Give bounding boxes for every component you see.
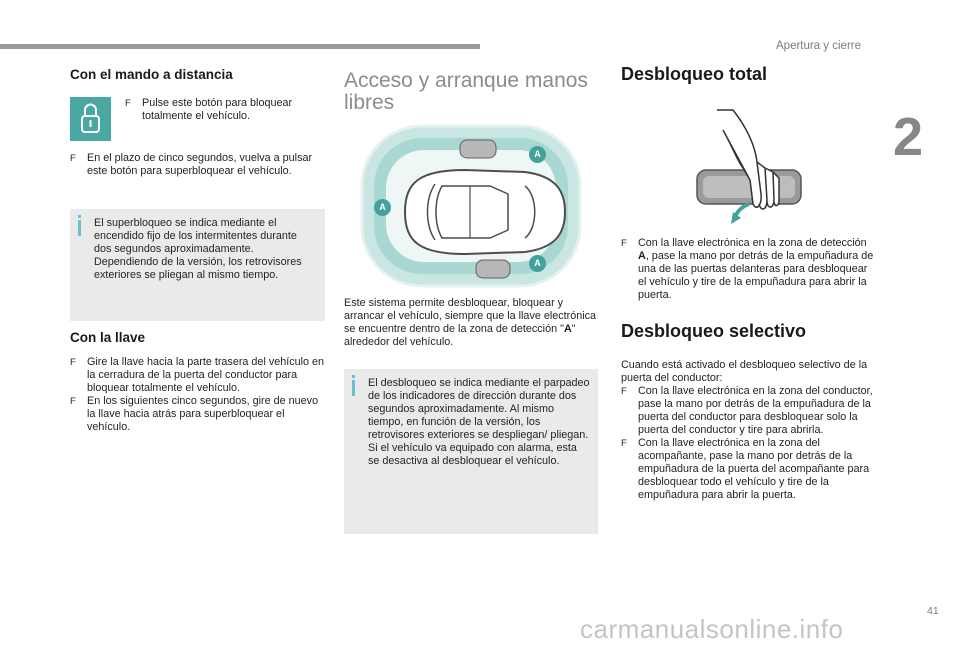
selective-bullet-2: F Con la llave electrónica en la zona del acompañante, pase la mano por detrás de la empuñadura de la puerta del acompañante para desbloquear todo el vehículo y tire de la empuñadura para abrir la puerta. bbox=[621, 437, 877, 502]
remote-title: Con el mando a distancia bbox=[70, 67, 233, 82]
selective-unlock-title-wrap bbox=[621, 321, 877, 341]
remote-bullet-1: F Pulse este botón para bloquear totalmente el vehículo. bbox=[125, 97, 320, 123]
handsfree-title: Acceso y arranque manos libres bbox=[344, 69, 588, 114]
zone-marker-a: A bbox=[374, 199, 391, 216]
total-unlock-step bbox=[621, 237, 877, 302]
info-icon-dot bbox=[352, 375, 355, 378]
detection-zone-illustration bbox=[360, 124, 585, 289]
unlock-note-text: El desbloqueo se indica mediante el parpadeo de los indicadores de dirección durante dos segundos aproximadamente. Al mismo tiempo, en función de la versión, los retrovisores exteriores se despliegan/ pliegan. bbox=[368, 377, 590, 441]
info-icon bbox=[78, 220, 81, 236]
handsfree-title-wrap bbox=[344, 70, 600, 114]
selective-unlock-title: Desbloqueo selectivo bbox=[621, 321, 807, 341]
zone-marker-a: A bbox=[529, 146, 546, 163]
page-number: 41 bbox=[927, 605, 939, 617]
remote-step1 bbox=[125, 97, 320, 123]
handsfree-desc-zone: A bbox=[563, 323, 572, 335]
handsfree-desc-part2: " alrededor del vehículo. bbox=[344, 323, 576, 348]
chapter-number: 2 bbox=[893, 107, 924, 167]
total-unlock-part1: Con la llave electrónica en la zona de detección bbox=[638, 237, 867, 249]
selective-unlock-steps bbox=[621, 359, 877, 502]
remote-step2 bbox=[70, 152, 325, 178]
key-steps bbox=[70, 356, 325, 434]
info-icon bbox=[352, 380, 355, 396]
key-bullet-1: F Gire la llave hacia la parte trasera del vehículo en la cerradura de la puerta del conductor para bloquear totalmente el vehículo. bbox=[70, 356, 325, 395]
selective-unlock-intro: Cuando está activado el desbloqueo selectivo de la puerta del conductor: bbox=[621, 359, 868, 384]
total-unlock-title: Desbloqueo total bbox=[621, 64, 768, 84]
padlock-icon bbox=[70, 97, 111, 141]
car-top-view bbox=[360, 124, 585, 289]
zone-marker-a: A bbox=[529, 255, 546, 272]
selective-bullet-1: F Con la llave electrónica en la zona del conductor, pase la mano por detrás de la empuñadura de la puerta del conductor para desbloquear solo la puerta del conductor y tire para abrirla. bbox=[621, 385, 877, 437]
total-unlock-bullet bbox=[621, 237, 877, 302]
lock-button-illustration bbox=[70, 97, 111, 141]
remote-title-wrap bbox=[70, 68, 325, 81]
info-icon-dot bbox=[78, 215, 81, 218]
total-unlock-title-wrap bbox=[621, 64, 877, 84]
handsfree-desc-part1: Este sistema permite desbloquear, bloquear y arrancar el vehículo, siempre que la llave electrónica se encuentre dentro de la zona de detección " bbox=[344, 297, 597, 335]
hand-door-handle-illustration bbox=[695, 108, 805, 226]
remote-bullet-2: F En el plazo de cinco segundos, vuelva a pulsar este botón para superbloquear el vehículo. bbox=[70, 152, 325, 178]
unlock-note bbox=[344, 369, 598, 534]
total-unlock-zone: A bbox=[638, 250, 646, 262]
watermark: carmanualsonline.info bbox=[580, 614, 844, 644]
key-bullet-2: F En los siguientes cinco segundos, gire de nuevo la llave hacia atrás para superbloquear el vehículo. bbox=[70, 395, 325, 434]
total-unlock-part2: , pase la mano por detrás de la empuñadura de una de las puertas delanteras para desbloquear el vehículo y tire de la empuñadura para abrir la puerta. bbox=[638, 250, 874, 301]
key-title: Con la llave bbox=[70, 330, 146, 345]
section-title: Apertura y cierre bbox=[776, 40, 862, 52]
handsfree-description bbox=[344, 297, 600, 349]
key-title-wrap bbox=[70, 331, 325, 344]
superlock-note-text: El superbloqueo se indica mediante el encendido fijo de los intermitentes durante dos segundos aproximadamente. Dependiendo de la versión, los retrovisores exteriores se pliegan al mismo tiempo. bbox=[94, 217, 302, 281]
hand-handle-icon bbox=[695, 108, 805, 226]
unlock-note-text-2: Si el vehículo va equipado con alarma, esta se desactiva al desbloquear el vehículo. bbox=[368, 442, 577, 467]
superlock-note bbox=[70, 209, 325, 321]
header-bar bbox=[0, 44, 480, 49]
